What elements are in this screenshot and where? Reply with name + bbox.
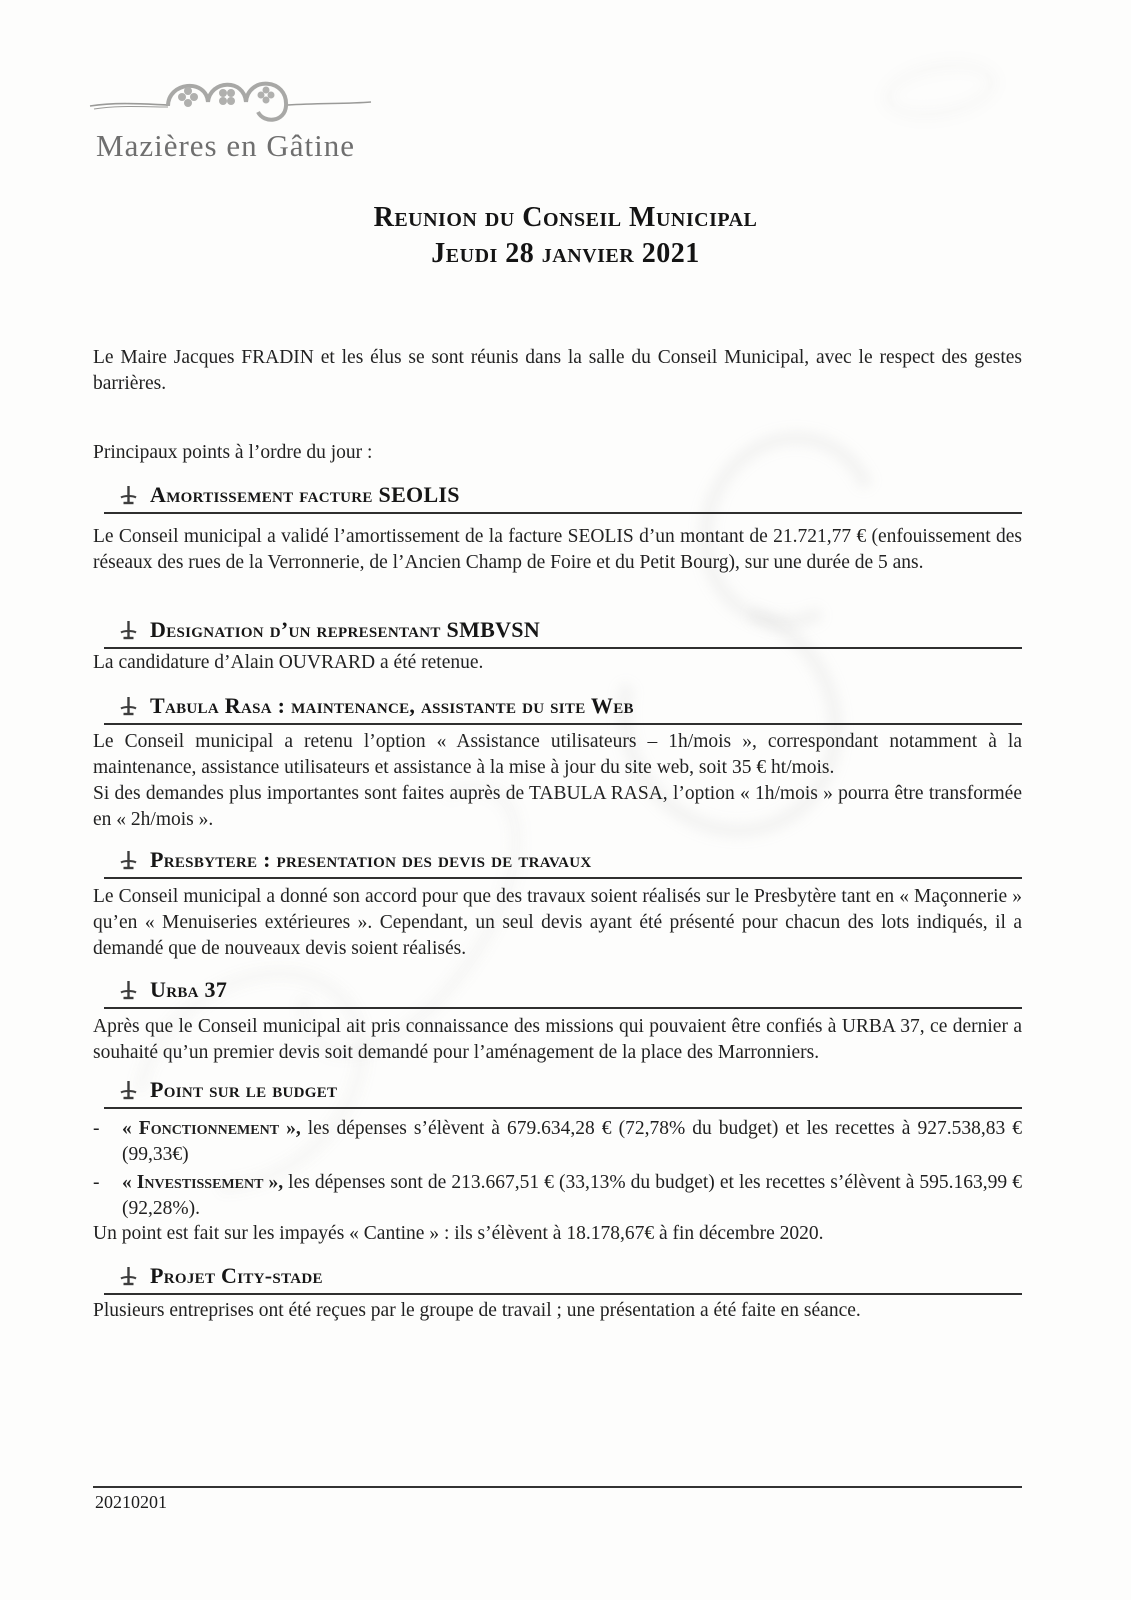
list-bullet-icon — [120, 1266, 137, 1287]
section-heading-amortissement — [104, 483, 1022, 514]
list-bullet-icon — [120, 1080, 137, 1101]
section-paragraph: Le Conseil municipal a retenu l’option « Assistance utilisateurs – 1h/mois », correspondant notamment à la maintenance, assistance utilisateurs et assistance à la mise à jour du site web, soit 35 € ht/mois. — [93, 731, 1022, 778]
budget-item-text — [122, 1116, 1022, 1168]
document-title — [0, 200, 1131, 272]
dash-bullet: - — [93, 1118, 100, 1139]
budget-item-body: les dépenses s’élèvent à 679.634,28 € (72,78% du budget) et les recettes à 927.538,83 € (99,33€) — [122, 1118, 1022, 1165]
footer-doc-number: 20210201 — [95, 1492, 167, 1512]
list-bullet-icon — [120, 620, 137, 641]
section-paragraph: Plusieurs entreprises ont été reçues par le groupe de travail ; une présentation a été faite en séance. — [93, 1300, 861, 1321]
section-title: Designation d’un representant SMBVSN — [150, 617, 541, 642]
list-bullet-icon — [120, 980, 137, 1001]
section-heading-presbytere — [104, 848, 1022, 879]
budget-item-label: « Investissement », — [122, 1172, 284, 1193]
budget-item-fonctionnement — [93, 1116, 1022, 1168]
list-bullet-icon — [120, 485, 137, 506]
section-paragraph: Le Conseil municipal a validé l’amortissement de la facture SEOLIS d’un montant de 21.721,77 € (enfouissement des réseaux des rues de la Verronnerie, de l’Ancien Champ de Foire et du Petit Bourg), sur une durée de 5 ans. — [93, 526, 1022, 573]
commune-logo — [88, 64, 378, 164]
section-paragraph: Le Conseil municipal a donné son accord pour que des travaux soient réalisés sur le Presbytère tant en « Maçonnerie » qu’en « Menuiseries extérieures ». Cependant, un seul devis ayant été présenté pour chacun des lots indiqués, il a demandé que de nouveaux devis soient réalisés. — [93, 886, 1022, 959]
title-line-1: Reunion du Conseil Municipal — [373, 202, 758, 233]
section-heading-budget — [104, 1078, 1022, 1109]
section-title: Amortissement facture SEOLIS — [150, 482, 460, 507]
budget-item-label: « Fonctionnement », — [122, 1118, 301, 1139]
logo-ornament-icon — [88, 64, 373, 126]
scan-bleed-artifact — [876, 50, 1005, 130]
section-heading-designation — [104, 618, 1022, 649]
section-heading-tabula-rasa — [104, 694, 1022, 725]
budget-item-body: les dépenses sont de 213.667,51 € (33,13% du budget) et les recettes s’élèvent à 595.163,99 € (92,28%). — [122, 1172, 1022, 1219]
commune-name: Mazières en Gâtine — [96, 128, 355, 163]
section-title: Tabula Rasa : maintenance, assistante du site Web — [150, 693, 634, 718]
budget-note: Un point est fait sur les impayés « Cantine » : ils s’élèvent à 18.178,67€ à fin décembre 2020. — [93, 1223, 824, 1244]
section-heading-city-stade — [104, 1264, 1022, 1295]
agenda-label: Principaux points à l’ordre du jour : — [93, 442, 373, 463]
list-bullet-icon — [120, 696, 137, 717]
section-title: Presbytere : presentation des devis de travaux — [150, 847, 592, 872]
intro-paragraph: Le Maire Jacques FRADIN et les élus se sont réunis dans la salle du Conseil Municipal, avec le respect des gestes barrières. — [93, 347, 1022, 394]
budget-item-investissement — [93, 1170, 1022, 1222]
section-paragraph: La candidature d’Alain OUVRARD a été retenue. — [93, 652, 484, 673]
section-title: Urba 37 — [150, 977, 228, 1002]
section-title: Point sur le budget — [150, 1077, 338, 1102]
footer-divider — [93, 1486, 1022, 1488]
section-title: Projet City-stade — [150, 1263, 323, 1288]
budget-item-text — [122, 1170, 1022, 1222]
section-paragraph: Si des demandes plus importantes sont faites auprès de TABULA RASA, l’option « 1h/mois » pourra être transformée en « 2h/mois ». — [93, 783, 1022, 830]
section-paragraph: Après que le Conseil municipal ait pris connaissance des missions qui pouvaient être confiés à URBA 37, ce dernier a souhaité qu’un premier devis soit demandé pour l’aménagement de la place des Marronniers. — [93, 1016, 1022, 1063]
list-bullet-icon — [120, 850, 137, 871]
title-line-2: Jeudi 28 janvier 2021 — [431, 238, 700, 269]
section-heading-urba37 — [104, 978, 1022, 1009]
dash-bullet: - — [93, 1172, 100, 1193]
